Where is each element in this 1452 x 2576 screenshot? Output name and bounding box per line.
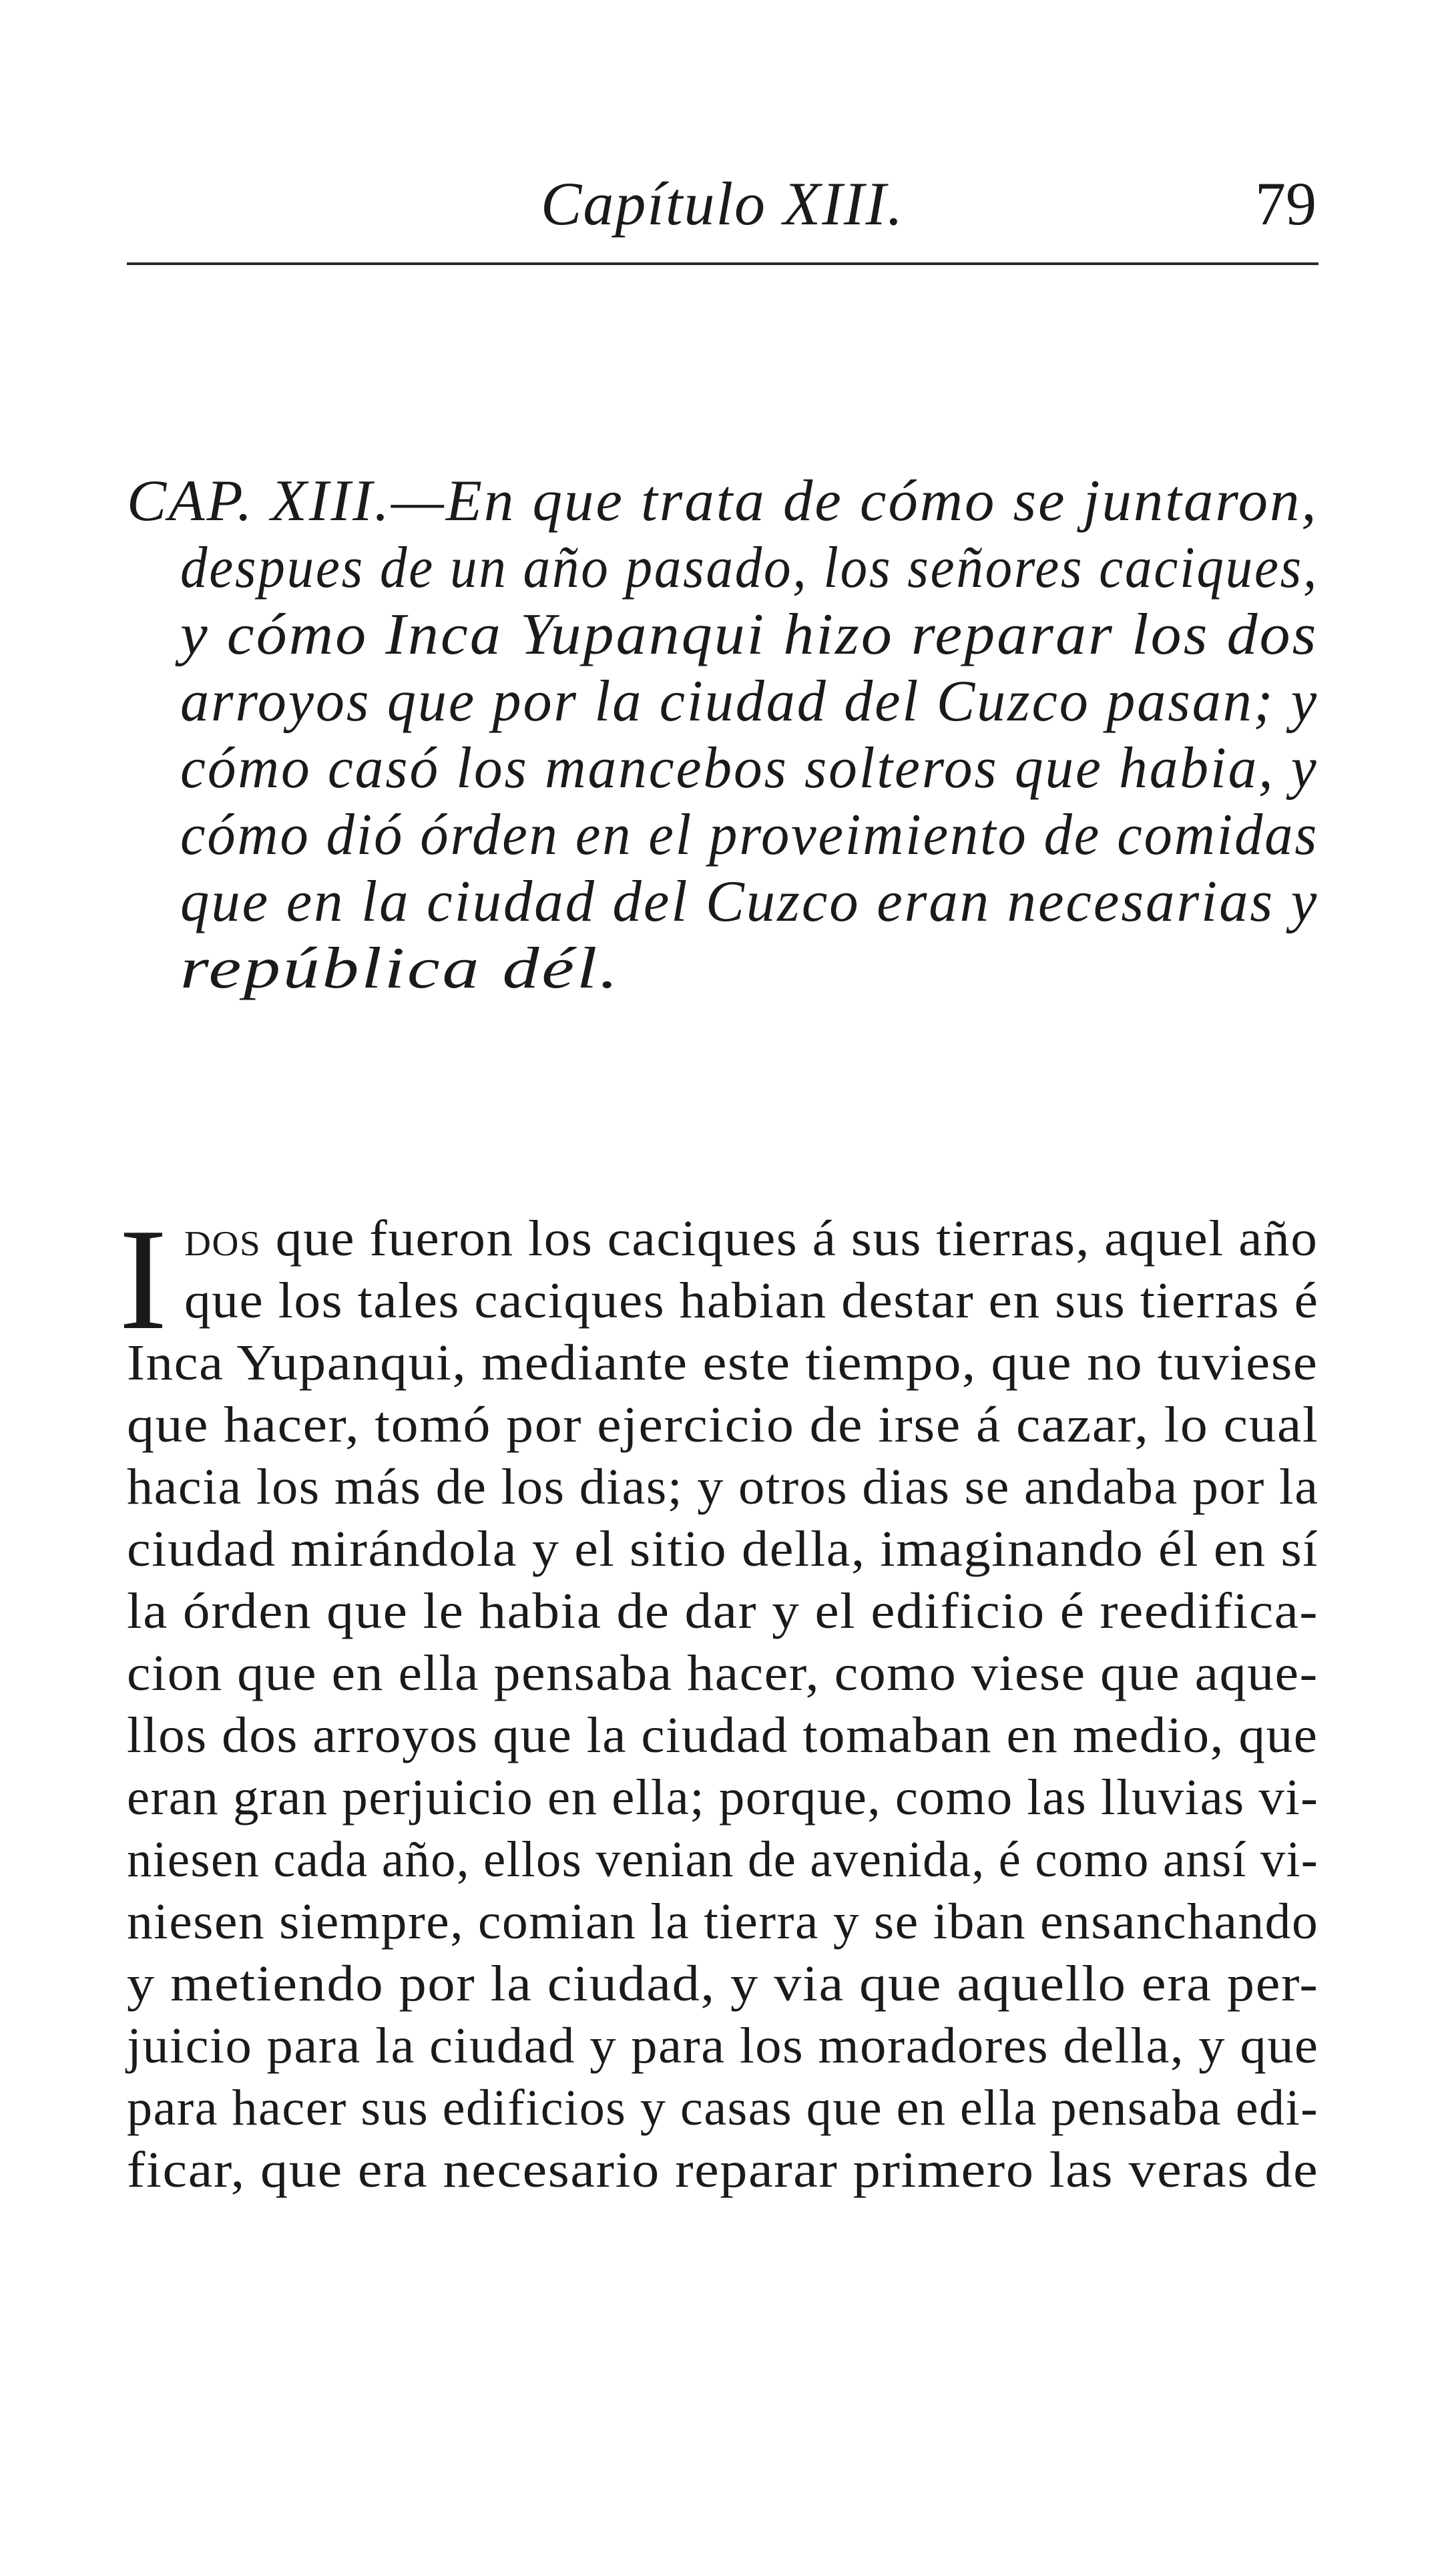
body-line: juicio para la ciudad y para los moradores della, y que [127, 2018, 1319, 2074]
heading-line: despues de un año pasado, los señores caciques, [180, 535, 1319, 600]
body-line: niesen cada año, ellos venian de avenida, é como ansí vi- [127, 1832, 1319, 1888]
heading-line: arroyos que por la ciudad del Cuzco pasan; y [180, 669, 1318, 734]
body-line [184, 1210, 1318, 1268]
heading-line: cómo dió órden en el proveimiento de comidas [180, 803, 1319, 867]
body-line: que los tales caciques habian destar en sus tierras é [184, 1273, 1319, 1329]
heading-line: república dél. [180, 936, 621, 1001]
body-line: la órden que le habia de dar y el edificio é reedifica- [127, 1583, 1319, 1639]
body-line: eran gran perjuicio en ella; porque, como las lluvias vi- [127, 1769, 1319, 1826]
heading-line: que en la ciudad del Cuzco eran necesarias y [180, 869, 1319, 934]
page-number: 79 [1255, 170, 1316, 238]
body-line: ficar, que era necesario reparar primero las veras de [127, 2142, 1319, 2198]
body-line: y metiendo por la ciudad, y via que aquello era per- [127, 1956, 1319, 2012]
body-line: niesen siempre, comian la tierra y se iban ensanchando [127, 1894, 1319, 1950]
first-word-rest: dos [184, 1211, 262, 1267]
body-line: llos dos arroyos que la ciudad tomaban en medio, que [127, 1707, 1318, 1763]
heading-line: CAP. XIII.—En que trata de cómo se juntaron, [127, 469, 1318, 533]
header-rule [127, 262, 1318, 265]
body-line: para hacer sus edificios y casas que en ella pensaba edi- [127, 2080, 1319, 2136]
body-line: que hacer, tomó por ejercicio de irse á cazar, lo cual [127, 1397, 1319, 1453]
lead-line-text: que fueron los caciques á sus tierras, aquel año [261, 1211, 1318, 1267]
body-line: Inca Yupanqui, mediante este tiempo, que no tuviese [127, 1335, 1318, 1391]
body-line: hacia los más de los dias; y otros dias se andaba por la [127, 1459, 1319, 1515]
heading-line: cómo casó los mancebos solteros que habia, y [180, 736, 1318, 801]
body-line: ciudad mirándola y el sitio della, imaginando él en sí [127, 1521, 1319, 1577]
body-line: cion que en ella pensaba hacer, como viese que aque- [127, 1645, 1318, 1701]
running-header-title: Capítulo XIII. [541, 170, 905, 238]
heading-line: y cómo Inca Yupanqui hizo reparar los dos [180, 602, 1318, 667]
drop-cap: I [119, 1199, 168, 1360]
